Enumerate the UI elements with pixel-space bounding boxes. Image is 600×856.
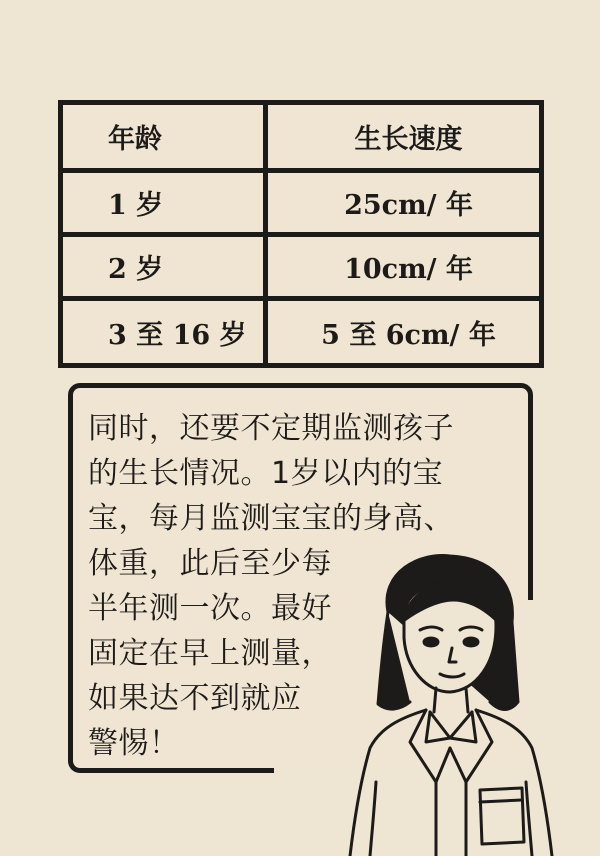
header-growth-rate: 生长速度 [268,105,539,173]
row-1-rate: 25cm/ 年 [268,173,539,237]
header-age: 年龄 [63,105,268,173]
row-2-rate: 10cm/ 年 [268,237,539,301]
row-3-rate: 5 至 6cm/ 年 [321,319,496,351]
doctor-illustration [340,552,555,856]
speech-text: 同时，还要不定期监测孩子 的生长情况。1岁以内的宝 宝，每月监测宝宝的身高、 体重，此后至少每 半年测一次。最好 固定在早上测量， 如果达不到就应 警惕！ [88,411,454,761]
row-1-age: 1 岁 [63,173,268,237]
row-3-age: 3 至 16 岁 [63,301,268,363]
row-2-age: 2 岁 [63,237,268,301]
growth-rate-table [58,100,544,368]
